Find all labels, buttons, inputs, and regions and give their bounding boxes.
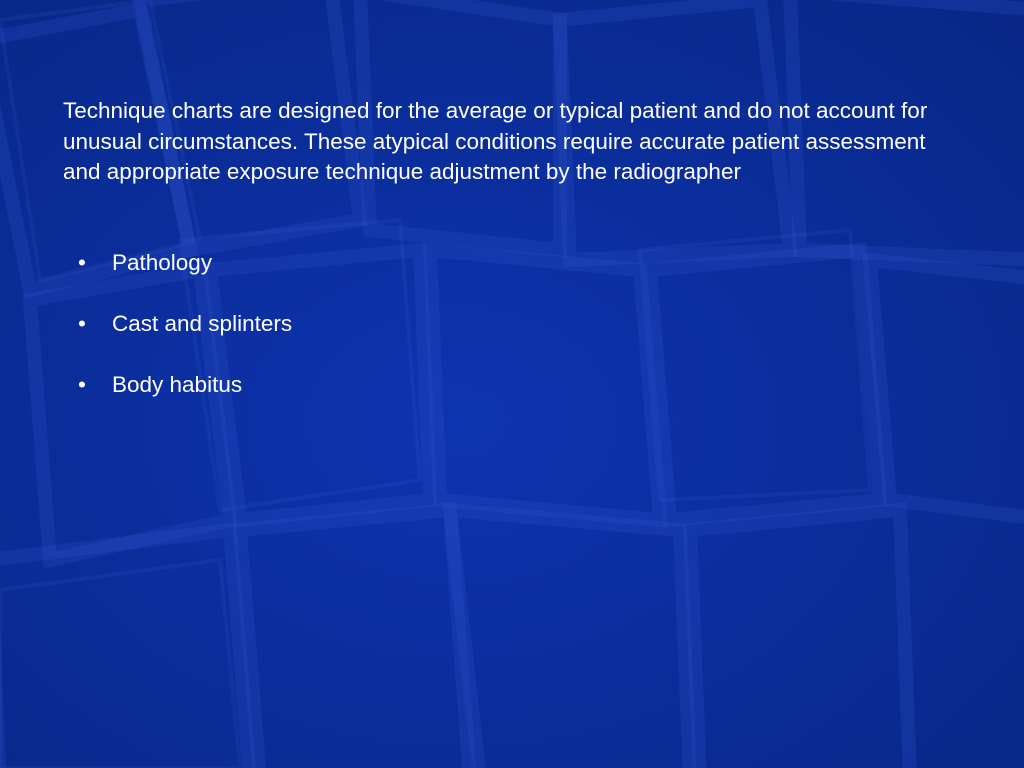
bullet-text: Body habitus — [112, 371, 243, 397]
slide-content — [63, 96, 963, 431]
bullet-dot-icon: • — [78, 310, 86, 336]
bullet-list — [63, 248, 963, 400]
bullet-item-pathology — [63, 248, 963, 278]
body-paragraph: Technique charts are designed for the average or typical patient and do not account for unusual circumstances. These atypical conditions require accurate patient assessment and appropriate exposure technique adjustment by the radiographer — [63, 98, 928, 184]
bullet-text: Cast and splinters — [112, 310, 293, 336]
bullet-item-cast-and-splinters — [63, 309, 963, 339]
bullet-text: Pathology — [112, 249, 213, 275]
bullet-dot-icon: • — [78, 371, 86, 397]
bullet-dot-icon: • — [78, 249, 86, 275]
bullet-item-body-habitus — [63, 370, 963, 400]
